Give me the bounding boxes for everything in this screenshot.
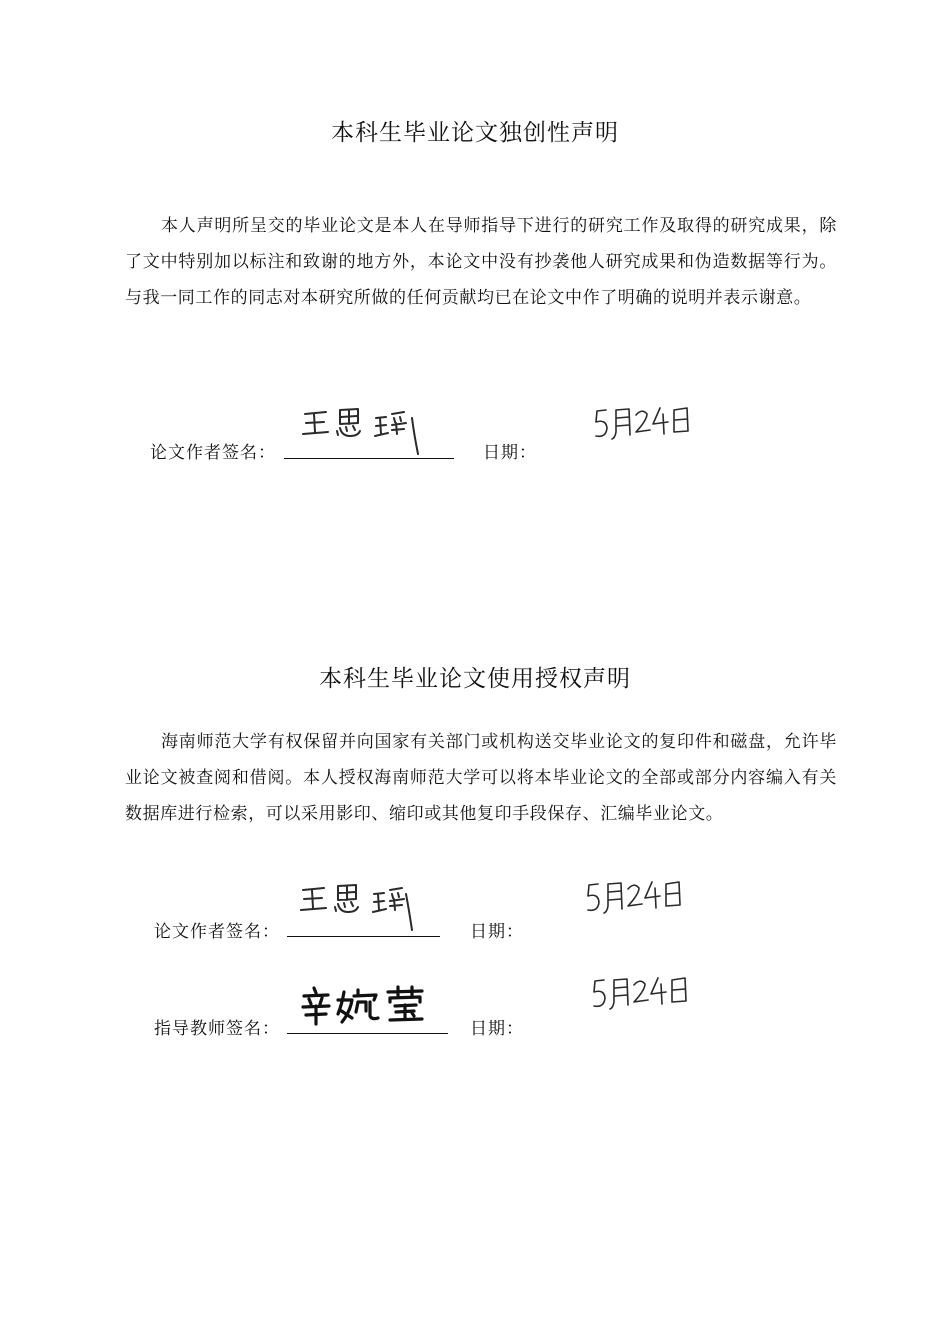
authorization-advisor-handwritten-date [592,972,692,1012]
originality-body: 本人声明所呈交的毕业论文是本人在导师指导下进行的研究工作及取得的研究成果，除了文中特别加以标注和致谢的地方外，本论文中没有抄袭他人研究成果和伪造数据等行为。与我一同工作的同志对本研究所做的任何贡献均已在论文中作了明确的说明并表示谢意。 [125,216,837,308]
authorization-author-handwritten-date [586,876,686,916]
authorization-title: 本科生毕业论文使用授权声明 [319,666,631,692]
authorization-author-signature-line [287,936,440,937]
originality-handwritten-date [594,402,694,442]
originality-date-label: 日期： [483,443,537,463]
authorization-advisor-signature [300,984,430,1028]
originality-title: 本科生毕业论文独创性声明 [331,120,619,146]
authorization-body: 海南师范大学有权保留并向国家有关部门或机构送交毕业论文的复印件和磁盘，允许毕业论文被查阅和借阅。本人授权海南师范大学可以将本毕业论文的全部或部分内容编入有关数据库进行检索，可以采用影印、缩印或其他复印手段保存、汇编毕业论文。 [125,732,837,824]
authorization-author-signature [298,880,418,936]
authorization-author-date-label: 日期： [470,922,524,942]
authorization-author-label: 论文作者签名： [154,922,280,942]
originality-author-signature [300,404,420,460]
authorization-advisor-date-label: 日期： [470,1019,524,1039]
authorization-advisor-signature-line [287,1033,448,1034]
authorization-advisor-label: 指导教师签名： [154,1019,280,1039]
originality-author-label: 论文作者签名： [150,443,276,463]
